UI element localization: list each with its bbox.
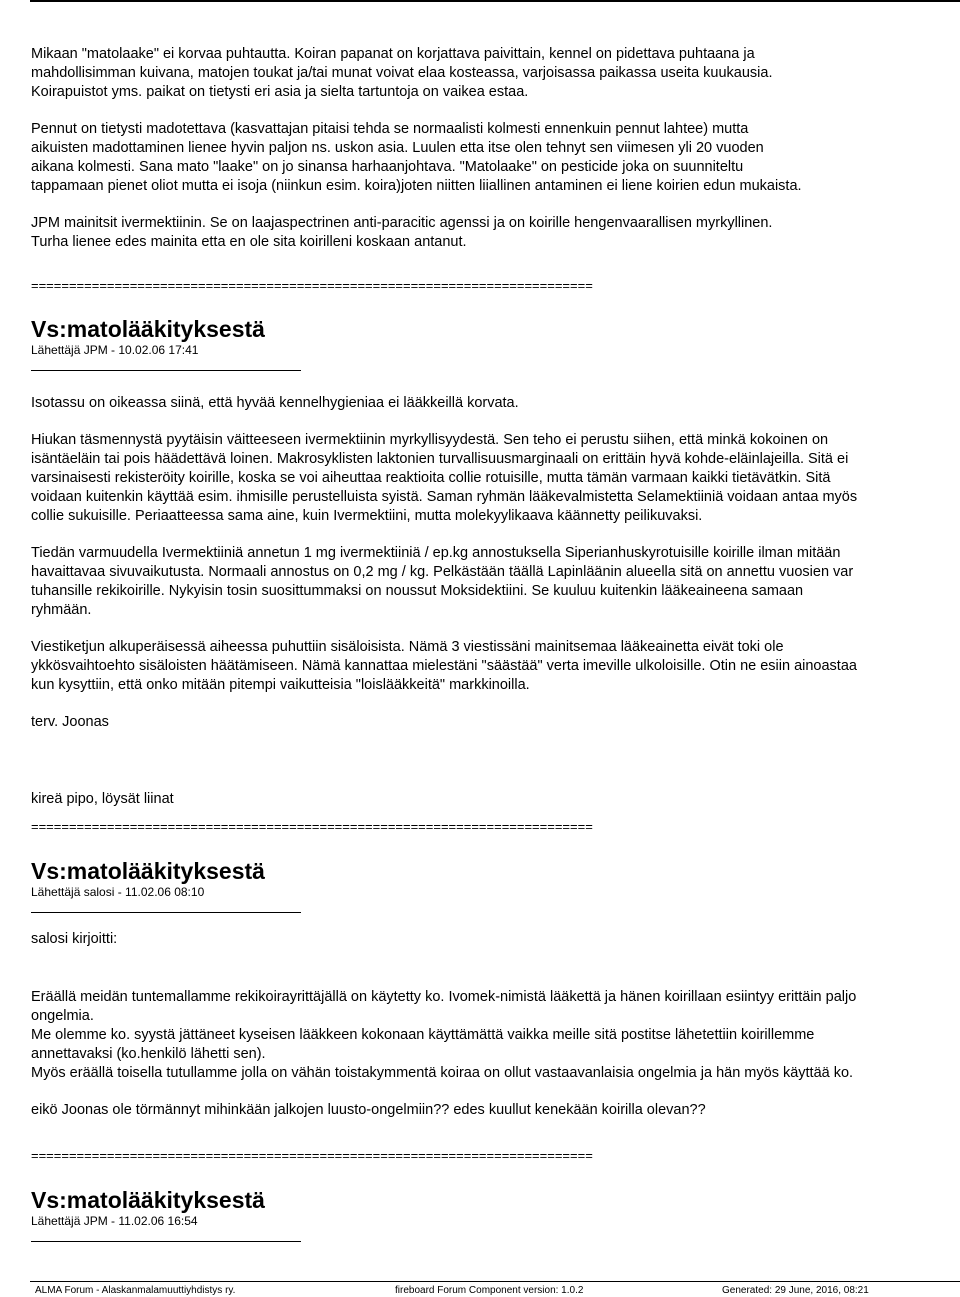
meta-rule: [31, 912, 301, 913]
post-paragraph: [31, 120, 960, 196]
post-paragraph: [31, 45, 960, 102]
post-separator: ==========================================================================: [31, 819, 593, 834]
text-line: ongelmia.: [31, 1008, 94, 1024]
top-rule: [30, 0, 960, 2]
text-line: isäntäeläin tai pois häädettävä loinen. Makrosyklisten laktonien turvallisuusmarginaali on erittäin hyvä kohde-eläinlajeilla. Sitä ei: [31, 451, 849, 467]
footer-component-version: fireboard Forum Component version: 1.0.2: [395, 1285, 584, 1296]
text-line: terv. Joonas: [31, 714, 109, 730]
text-line: havaittavaa sivuvaikutusta. Normaali annostus on 0,2 mg / kg. Pelkästään täällä Lapinläänin alueella sitä on annettu vuosien var: [31, 564, 854, 580]
text-line: Hiukan täsmennystä pyytäisin väitteeseen ivermektiinin myrkyllisyydestä. Sen teho ei perustu siihen, että minkä kokoinen on: [31, 432, 829, 448]
text-line: eikö Joonas ole törmännyt mihinkään jalkojen luusto-ongelmiin?? edes kuullut kenekään koirilla olevan??: [31, 1102, 706, 1118]
post-closing: [31, 790, 960, 809]
post-meta: Lähettäjä JPM - 11.02.06 16:54: [31, 1214, 198, 1228]
post-paragraph: [31, 544, 960, 620]
text-line: Pennut on tietysti madotettava (kasvattajan pitaisi tehda se normaalisti kolmesti ennenkuin pennut lahtee) mutta: [31, 121, 749, 137]
text-line: mahdollisimman kuivana, matojen toukat ja/tai munat voivat elaa kosteassa, varjoisassa paikassa useita kuukausia.: [31, 65, 773, 81]
text-line: Mikaan "matolaake" ei korvaa puhtautta. Koiran papanat on korjattava paivittain, kennel on pidettava puhtaana ja: [31, 46, 755, 62]
post-separator: ==========================================================================: [31, 278, 593, 293]
text-line: Turha lienee edes mainita etta en ole sita koirilleni koskaan antanut.: [31, 234, 467, 250]
text-line: tuhansille rekikoirille. Nykyisin tosin suosittummaksi on noussut Moksidektiini. Se kuuluu kuitenkin lääkeaineena samaan: [31, 583, 804, 599]
text-line: Viestiketjun alkuperäisessä aiheessa puhuttiin sisäloisista. Nämä 3 viestissäni mainitsemaa lääkeainetta eivät toki ole: [31, 639, 784, 655]
text-line: aikuisten madottaminen lienee hyvin paljon ns. uskon asia. Luulen etta itse olen tehnyt sen viimesen yli 20 vuoden: [31, 140, 764, 156]
text-line: kun kysyttiin, että onko mitään pitempi vaikutteisia "loislääkkeitä" markkinoilla.: [31, 677, 530, 693]
text-line: collie sukuisille. Periaatteessa sama aine, kuin Ivermektiini, mutta molekyylikaava käännetty peilikuvaksi.: [31, 508, 703, 524]
post: [31, 858, 960, 1120]
thread-content: [31, 45, 960, 1242]
post-signature: [31, 713, 960, 732]
text-line: annettavaksi (ko.henkilö lähetti sen).: [31, 1046, 266, 1062]
footer-site-name: ALMA Forum - Alaskanmalamuuttiyhdistys ry.: [35, 1285, 236, 1296]
post-body: [31, 45, 960, 252]
text-line: Tiedän varmuudella Ivermektiiniä annetun 1 mg ivermektiiniä / ep.kg annostuksella Siperianhuskyrotuisille koirille ilman mitään: [31, 545, 841, 561]
post-meta: Lähettäjä salosi - 11.02.06 08:10: [31, 885, 205, 899]
post-meta: Lähettäjä JPM - 10.02.06 17:41: [31, 343, 199, 357]
text-line: Me olemme ko. syystä jättäneet kyseisen lääkkeen kokonaan käyttämättä vaikka meille sitä postitse lähetettiin koirillemme: [31, 1027, 815, 1043]
text-line: aikana kolmesti. Sana mato "laake" on jo sinansa harhaanjohtava. "Matolaake" on pesticide joka on suunniteltu: [31, 159, 744, 175]
footer-generated-date: Generated: 29 June, 2016, 08:21: [722, 1285, 869, 1296]
text-line: Isotassu on oikeassa siinä, että hyvää kennelhygieniaa ei lääkkeillä korvata.: [31, 395, 519, 411]
text-line: JPM mainitsit ivermektiinin. Se on laajaspectrinen anti-paracitic agenssi ja on koirille hengenvaarallisen myrkyllinen.: [31, 215, 773, 231]
text-line: ryhmään.: [31, 602, 92, 618]
text-line: kireä pipo, löysät liinat: [31, 791, 174, 807]
meta-rule: [31, 370, 301, 371]
text-line: Koirapuistot yms. paikat on tietysti eri asia ja sielta tartuntoja on vaikea estaa.: [31, 84, 529, 100]
post-title: Vs:matolääkityksestä: [31, 316, 265, 342]
post-paragraph: [31, 638, 960, 695]
post: [31, 316, 960, 809]
quote-body: [31, 988, 960, 1083]
post-separator: ==========================================================================: [31, 1148, 593, 1163]
text-line: Eräällä meidän tuntemallamme rekikoirayrittäjällä on käytetty ko. Ivomek-nimistä lääkettä ja hänen koirillaan esiintyy erittäin paljo: [31, 989, 857, 1005]
post-paragraph: [31, 1101, 960, 1120]
post-paragraph: [31, 214, 960, 252]
post-title: Vs:matolääkityksestä: [31, 858, 265, 884]
text-line: ykkösvaihtoehto sisäloisten häätämiseen. Nämä kannattaa mielestäni "säästää" verta imeville ulkoloisille. Otin ne esiin ainoastaa: [31, 658, 857, 674]
meta-rule: [31, 1241, 301, 1242]
text-line: salosi kirjoitti:: [31, 931, 118, 947]
quote-header: [31, 930, 960, 949]
post: [31, 1187, 960, 1242]
post-paragraph: [31, 431, 960, 526]
text-line: tappamaan pienet oliot mutta ei isoja (niinkun esim. koira)joten niitten liiallinen antaminen ei liene koirien edun mukaista.: [31, 178, 802, 194]
text-line: Myös eräällä toisella tutullamme jolla on vähän toistakymmentä koiraa on ollut vastaavanlaisia ongelmia ja hän myös käyttää ko.: [31, 1065, 854, 1081]
post-paragraph: [31, 394, 960, 413]
text-line: voidaan kuitenkin käyttää esim. ihmisille perustelluista syistä. Saman ryhmän lääkevalmistetta Selamektiiniä voidaan antaa myös: [31, 489, 858, 505]
footer-rule: [30, 1281, 960, 1282]
post-title: Vs:matolääkityksestä: [31, 1187, 265, 1213]
text-line: varsinaisesti rekisteröity koirille, koska se voi aiheuttaa reaktioita collie rotuisille, mutta tämän varmaan kaikki tietävätkin. Sitä: [31, 470, 831, 486]
